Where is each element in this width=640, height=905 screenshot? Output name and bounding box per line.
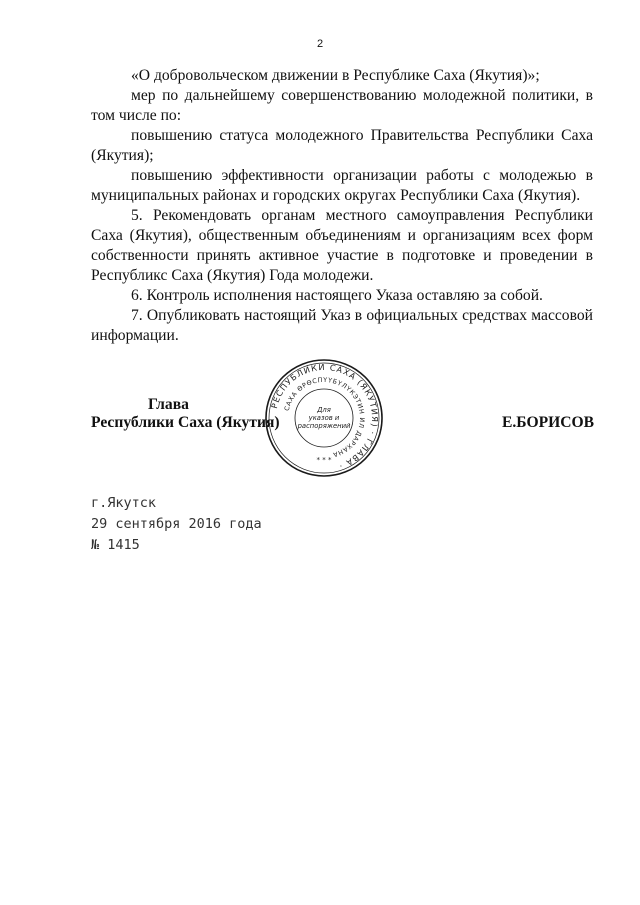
decree-details xyxy=(91,493,262,556)
signature-title-line1: Глава xyxy=(148,396,189,413)
page-number: 2 xyxy=(316,38,324,50)
decree-date: 29 сентября 2016 года xyxy=(91,516,262,532)
paragraph-item-5: 5. Рекомендовать органам местного самоуправления Республики Саха (Якутия), общественным объединениям и организациям всех форм собственности принять активное участие в подготовке и проведении в Республикс Саха (Якутия) Года молодежи. xyxy=(91,207,593,284)
paragraph-municipal-work: повышению эффективности организации работы с молодежью в муниципальных районах и городских округах Республики Саха (Якутия). xyxy=(91,167,593,204)
decree-body xyxy=(91,66,593,346)
seal-center-line2: указов и xyxy=(308,414,340,422)
paragraph-youth-government: повышению статуса молодежного Правительства Республики Саха (Якутия); xyxy=(91,127,593,164)
paragraph-law-title: «О добровольческом движении в Республике Саха (Якутия)»; xyxy=(131,67,540,84)
seal-inner-text: САХА ӨРӨСПҮҮБҮЛҮКЭТИН ИЛ ДАРХАНА xyxy=(282,375,367,459)
paragraph-item-6: 6. Контроль исполнения настоящего Указа оставляю за собой. xyxy=(131,287,543,304)
seal-outer-text: РЕСПУБЛИКИ САХА (ЯКУТИЯ) · ГЛАВА · xyxy=(268,361,381,472)
decree-city: г.Якутск xyxy=(91,495,157,511)
decree-number: № 1415 xyxy=(91,537,140,553)
paragraph-item-7: 7. Опубликовать настоящий Указ в официальных средствах массовой информации. xyxy=(91,307,593,344)
signature-title-line2: Республики Саха (Якутия) xyxy=(91,414,280,431)
signature-name: Е.БОРИСОВ xyxy=(502,414,595,431)
seal-center-line3: распоряжений xyxy=(297,422,351,430)
paragraph-youth-policy: мер по дальнейшему совершенствованию молодежной политики, в том числе по: xyxy=(91,87,593,124)
seal-center-line1: Для xyxy=(317,406,331,414)
official-seal-stamp xyxy=(262,356,386,480)
seal-star-icon: * * * xyxy=(316,456,332,464)
